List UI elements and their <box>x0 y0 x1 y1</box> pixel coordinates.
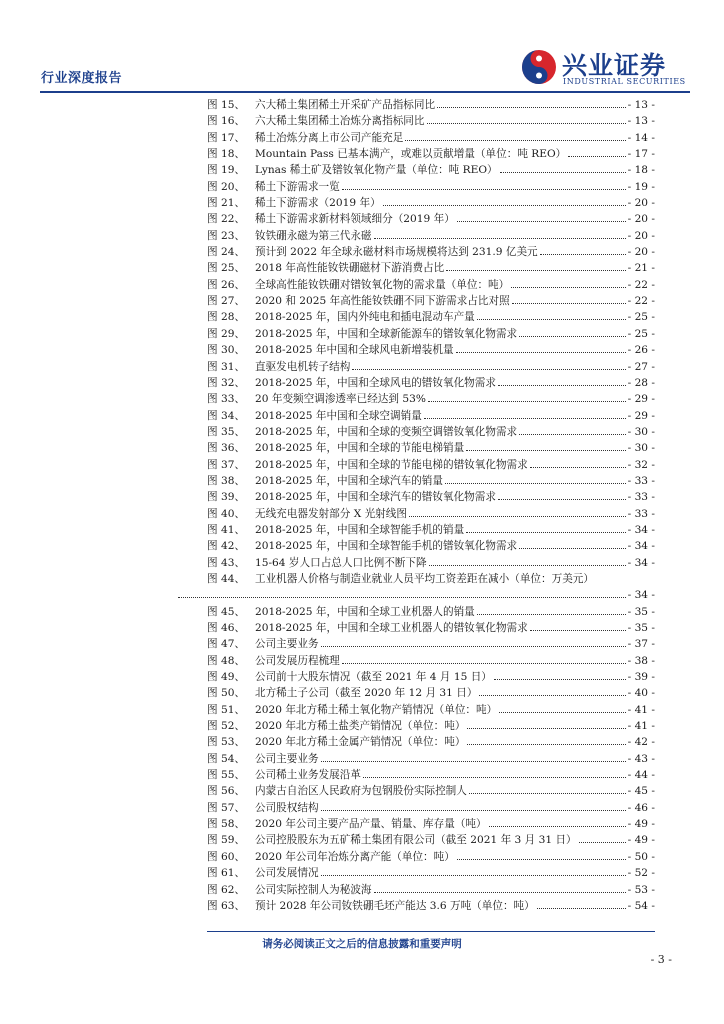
toc-entry-page: - 13 - <box>627 115 655 128</box>
toc-leader-dots <box>409 507 626 517</box>
toc-entry[interactable] <box>207 669 655 685</box>
toc-entry-title: 2018-2025 年，中国和全球汽车的销量 <box>255 474 443 487</box>
toc-entry-title: 无线充电器发射部分 X 光射线图 <box>255 507 407 520</box>
toc-entry-page: - 30 - <box>627 442 655 455</box>
toc-entry-title: 2018-2025 年，中国和全球智能手机的销量 <box>255 523 465 536</box>
toc-entry[interactable] <box>207 800 655 816</box>
toc-entry-title: 公司发展情况 <box>255 867 319 880</box>
toc-entry-title: 内蒙古自治区人民政府为包钢股份实际控制人 <box>255 785 467 798</box>
toc-entry[interactable] <box>207 97 655 113</box>
toc-leader-dots <box>456 343 626 353</box>
toc-leader-dots <box>467 735 625 745</box>
toc-entry[interactable] <box>207 113 655 129</box>
toc-leader-dots <box>519 327 625 337</box>
toc-entry-title: 2018-2025 年，中国和全球的节能电梯的镨钕氧化物需求 <box>255 458 528 471</box>
toc-entry-label: 图 52、 <box>207 720 246 733</box>
toc-entry-page: - 27 - <box>627 360 655 373</box>
toc-entry-title: 2018-2025 年，中国和全球的节能电梯销量 <box>255 442 465 455</box>
toc-entry[interactable] <box>207 506 655 522</box>
toc-entry-page: - 29 - <box>627 393 655 406</box>
toc-entry-label: 图 41、 <box>207 523 246 536</box>
disclaimer-text: 请务必阅读正文之后的信息披露和重要声明 <box>262 938 462 950</box>
toc-leader-dots <box>540 245 626 255</box>
toc-entry-page: - 34 - <box>627 556 655 569</box>
toc-entry[interactable] <box>207 130 655 146</box>
company-logo <box>518 44 694 90</box>
toc-leader-dots <box>477 310 626 320</box>
toc-entry-page: - 49 - <box>627 818 655 831</box>
toc-leader-dots <box>446 261 625 271</box>
toc-leader-dots <box>374 229 626 239</box>
toc-entry-title: 北方稀土子公司（截至 2020 年 12 月 31 日） <box>255 687 478 700</box>
toc-entry-label: 图 59、 <box>207 834 246 847</box>
toc-entry-title: 钕铁硼永磁为第三代永磁 <box>255 229 372 242</box>
toc-entry[interactable] <box>207 424 655 440</box>
toc-entry-page: - 42 - <box>627 736 655 749</box>
toc-entry-page: - 21 - <box>627 262 655 275</box>
toc-leader-dots <box>363 768 626 778</box>
toc-entry[interactable] <box>207 522 655 538</box>
toc-entry-label: 图 42、 <box>207 540 246 553</box>
toc-entry-title: 预计 2028 年公司钕铁硼毛坯产能达 3.6 万吨（单位：吨） <box>255 899 535 912</box>
toc-entry[interactable] <box>207 244 655 260</box>
toc-entry[interactable] <box>207 473 655 489</box>
toc-entry-page: - 34 - <box>627 589 655 602</box>
toc-entry[interactable] <box>207 260 655 276</box>
toc-entry-label: 图 53、 <box>207 736 246 749</box>
toc-entry-title: 公司主要业务 <box>255 638 319 651</box>
toc-entry-page: - 52 - <box>627 867 655 880</box>
toc-entry-label: 图 33、 <box>207 393 246 406</box>
toc-entry-page: - 33 - <box>627 491 655 504</box>
toc-entry-label: 图 44、 <box>207 572 246 585</box>
toc-entry-label: 图 43、 <box>207 556 246 569</box>
toc-entry[interactable] <box>207 211 655 227</box>
toc-entry-page: - 20 - <box>627 213 655 226</box>
toc-entry[interactable] <box>207 326 655 342</box>
toc-entry-page: - 38 - <box>627 654 655 667</box>
toc-entry-title: 2018 年高性能钕铁硼磁材下游消费占比 <box>255 262 445 275</box>
toc-entry[interactable] <box>207 293 655 309</box>
toc-entry[interactable] <box>207 195 655 211</box>
toc-leader-dots <box>427 114 626 124</box>
toc-entry-label: 图 28、 <box>207 311 246 324</box>
toc-entry[interactable] <box>207 359 655 375</box>
toc-leader-dots <box>568 147 625 157</box>
toc-entry-label: 图 62、 <box>207 883 246 896</box>
toc-entry-label: 图 17、 <box>207 131 246 144</box>
toc-entry[interactable] <box>207 571 655 587</box>
toc-entry-label: 图 35、 <box>207 425 246 438</box>
toc-entry-label: 图 45、 <box>207 605 246 618</box>
toc-entry-title: 2018-2025 年，中国和全球汽车的镨钕氧化物需求 <box>255 491 496 504</box>
toc-entry-label: 图 58、 <box>207 818 246 831</box>
toc-entry[interactable] <box>207 538 655 554</box>
toc-entry-page: - 37 - <box>627 638 655 651</box>
toc-entry-label: 图 63、 <box>207 899 246 912</box>
toc-entry-label: 图 40、 <box>207 507 246 520</box>
toc-entry-title: 2018-2025 年，中国和全球的变频空调镨钕氧化物需求 <box>255 425 518 438</box>
toc-entry-page: - 29 - <box>627 409 655 422</box>
toc-entry-page: - 39 - <box>627 671 655 684</box>
page-number: - 3 - <box>650 953 672 966</box>
toc-leader-dots <box>519 539 625 549</box>
toc-entry-page: - 41 - <box>627 703 655 716</box>
toc-entry[interactable] <box>207 228 655 244</box>
toc-leader-dots <box>321 866 626 876</box>
toc-entry-page: - 53 - <box>627 883 655 896</box>
toc-entry-label: 图 19、 <box>207 164 246 177</box>
toc-leader-dots <box>530 621 626 631</box>
toc-entry-title: Lynas 稀土矿及镨钕氧化物产量（单位：吨 REO） <box>255 164 498 177</box>
toc-entry[interactable] <box>207 555 655 571</box>
toc-leader-dots <box>466 441 625 451</box>
toc-entry-label: 图 20、 <box>207 180 246 193</box>
toc-entry[interactable] <box>207 783 655 799</box>
toc-entry-page: - 22 - <box>627 295 655 308</box>
toc-entry[interactable] <box>207 751 655 767</box>
toc-leader-dots <box>374 883 626 893</box>
toc-entry-label: 图 26、 <box>207 278 246 291</box>
toc-entry-title: 2020 年北方稀土盐类产销情况（单位：吨） <box>255 720 466 733</box>
toc-entry-page: - 18 - <box>627 164 655 177</box>
toc-entry-label: 图 60、 <box>207 850 246 863</box>
toc-entry[interactable] <box>207 162 655 178</box>
toc-entry-page: - 40 - <box>627 687 655 700</box>
toc-entry-page: - 20 - <box>627 246 655 259</box>
toc-leader-dots <box>537 899 626 909</box>
toc-entry-page: - 14 - <box>627 131 655 144</box>
toc-entry-page: - 19 - <box>627 180 655 193</box>
toc-entry-title: 公司实际控制人为秘波海 <box>255 883 372 896</box>
toc-leader-dots <box>519 425 625 435</box>
toc-leader-dots <box>178 588 626 598</box>
toc-leader-dots <box>477 605 626 615</box>
toc-entry[interactable] <box>207 832 655 848</box>
toc-entry[interactable] <box>207 898 655 914</box>
toc-entry-page: - 30 - <box>627 425 655 438</box>
toc-entry[interactable] <box>207 146 655 162</box>
toc-entry-title: Mountain Pass 已基本满产，或难以贡献增量（单位：吨 REO） <box>255 148 567 161</box>
toc-leader-dots <box>530 458 626 468</box>
toc-entry-title: 15-64 岁人口占总人口比例不断下降 <box>255 556 427 569</box>
toc-entry-page: - 35 - <box>627 622 655 634</box>
toc-leader-dots <box>512 294 626 304</box>
toc-entry[interactable] <box>207 816 655 832</box>
toc-leader-dots <box>500 163 626 173</box>
toc-entry-label: 图 30、 <box>207 344 246 357</box>
toc-entry-page: - 50 - <box>627 850 655 863</box>
toc-entry-continuation[interactable] <box>176 587 655 603</box>
toc-leader-dots <box>383 196 626 206</box>
toc-entry-title: 2018-2025 年中国和全球空调销量 <box>255 409 422 422</box>
toc-entry-title: 公司前十大股东情况（截至 2021 年 4 月 15 日） <box>255 671 492 684</box>
toc-entry[interactable] <box>207 604 655 620</box>
toc-leader-dots <box>498 490 626 500</box>
toc-entry[interactable] <box>207 849 655 865</box>
toc-entry-label: 图 61、 <box>207 867 246 880</box>
toc-entry-label: 图 49、 <box>207 671 246 684</box>
toc-entry-label: 图 27、 <box>207 295 246 308</box>
toc-entry-page: - 45 - <box>627 785 655 798</box>
toc-entry-label: 图 31、 <box>207 360 246 373</box>
toc-entry-title: 直驱发电机转子结构 <box>255 360 351 373</box>
toc-entry[interactable] <box>207 718 655 734</box>
toc-entry[interactable] <box>207 767 655 783</box>
toc-entry-title: 公司主要业务 <box>255 752 319 765</box>
toc-entry-page: - 13 - <box>627 99 655 111</box>
toc-entry-page: - 46 - <box>627 801 655 814</box>
toc-leader-dots <box>352 360 625 370</box>
toc-entry-title: 稀土冶炼分离上市公司产能充足 <box>255 131 404 144</box>
toc-leader-dots <box>342 654 626 664</box>
toc-leader-dots <box>457 212 626 222</box>
toc-entry-page: - 41 - <box>627 720 655 733</box>
toc-entry-title: 2018-2025 年，中国和全球风电的镨钕氧化物需求 <box>255 376 496 389</box>
toc-entry-page: - 17 - <box>627 148 655 161</box>
toc-entry-page: - 54 - <box>627 899 655 912</box>
toc-leader-dots <box>494 670 626 680</box>
toc-entry-title: 2020 年北方稀土金属产销情况（单位：吨） <box>255 736 466 749</box>
toc-leader-dots <box>445 474 626 484</box>
toc-entry-label: 图 47、 <box>207 638 246 651</box>
toc-entry-page: - 22 - <box>627 278 655 291</box>
toc-leader-dots <box>457 850 626 860</box>
toc-entry-title: 2018-2025 年，中国和全球工业机器人的镨钕氧化物需求 <box>255 622 528 634</box>
toc-leader-dots <box>511 278 625 288</box>
toc-entry-page: - 32 - <box>627 458 655 471</box>
toc-entry-title: 公司股权结构 <box>255 801 319 814</box>
toc-entry-label: 图 57、 <box>207 801 246 814</box>
toc-leader-dots <box>428 392 626 402</box>
toc-leader-dots <box>405 131 625 141</box>
toc-entry-label: 图 46、 <box>207 622 246 634</box>
toc-entry-label: 图 56、 <box>207 785 246 798</box>
toc-entry-title: 2018-2025 年，中国和全球新能源车的镨钕氧化物需求 <box>255 327 518 340</box>
toc-entry-title: 2020 年公司主要产品产量、销量、库存量（吨） <box>255 818 487 831</box>
toc-entry-label: 图 48、 <box>207 654 246 667</box>
toc-entry-page: - 20 - <box>627 229 655 242</box>
toc-entry-title: 公司控股股东为五矿稀土集团有限公司（截至 2021 年 3 月 31 日） <box>255 834 577 847</box>
toc-entry-title: 六大稀土集团稀土冶炼分离指标同比 <box>255 115 425 128</box>
toc-entry-title: 2018-2025 年，国内外纯电和插电混动车产量 <box>255 311 475 324</box>
toc-entry[interactable] <box>207 734 655 750</box>
toc-entry-page: - 20 - <box>627 197 655 210</box>
toc-entry-page: - 43 - <box>627 752 655 765</box>
toc-entry-title: 2018-2025 年，中国和全球工业机器人的销量 <box>255 605 475 618</box>
toc-entry[interactable] <box>207 865 655 881</box>
toc-leader-dots <box>429 556 626 566</box>
toc-entry-page: - 49 - <box>627 834 655 847</box>
toc-entry-label: 图 39、 <box>207 491 246 504</box>
toc-entry[interactable] <box>207 440 655 456</box>
toc-entry[interactable] <box>207 882 655 898</box>
toc-entry-title: 20 年变频空调渗透率已经达到 53% <box>255 393 426 406</box>
toc-leader-dots <box>321 637 626 647</box>
toc-entry-page: - 33 - <box>627 507 655 520</box>
toc-entry-label: 图 18、 <box>207 148 246 161</box>
toc-entry[interactable] <box>207 702 655 718</box>
toc-entry-title: 2018-2025 年，中国和全球智能手机的镨钕氧化物需求 <box>255 540 518 553</box>
toc-leader-dots <box>499 703 625 713</box>
header-divider <box>40 91 690 93</box>
toc-leader-dots <box>321 752 626 762</box>
toc-entry-label: 图 22、 <box>207 213 246 226</box>
toc-entry[interactable] <box>207 636 655 652</box>
toc-leader-dots <box>498 376 626 386</box>
toc-entry-label: 图 32、 <box>207 376 246 389</box>
toc-entry-label: 图 37、 <box>207 458 246 471</box>
toc-entry[interactable] <box>207 457 655 473</box>
toc-entry-page: - 25 - <box>627 311 655 324</box>
toc-entry[interactable] <box>207 309 655 325</box>
toc-entry-page: - 44 - <box>627 769 655 782</box>
toc-entry-title: 公司稀土业务发展沿革 <box>255 769 361 782</box>
toc-entry-label: 图 50、 <box>207 687 246 700</box>
toc-entry[interactable] <box>207 653 655 669</box>
toc-entry-label: 图 54、 <box>207 752 246 765</box>
toc-entry-label: 图 38、 <box>207 474 246 487</box>
toc-entry-label: 图 15、 <box>207 99 246 111</box>
toc-entry[interactable] <box>207 685 655 701</box>
toc-entry-label: 图 34、 <box>207 409 246 422</box>
toc-entry-label: 图 51、 <box>207 703 246 716</box>
toc-entry[interactable] <box>207 277 655 293</box>
toc-entry[interactable] <box>207 179 655 195</box>
figure-table-of-contents <box>207 97 655 914</box>
toc-entry-page: - 25 - <box>627 327 655 340</box>
logo-english-text: INDUSTRIAL SECURITIES <box>563 77 686 86</box>
toc-entry-title: 工业机器人价格与制造业就业人员平均工资差距在减小（单位：万美元） <box>255 572 594 585</box>
toc-entry[interactable] <box>207 620 655 636</box>
toc-entry-label: 图 25、 <box>207 262 246 275</box>
toc-entry-label: 图 23、 <box>207 229 246 242</box>
footer-divider <box>207 931 655 932</box>
toc-entry-title: 公司发展历程梳理 <box>255 654 340 667</box>
toc-leader-dots <box>342 180 626 190</box>
toc-entry-title: 六大稀土集团稀土开采矿产品指标同比 <box>255 99 436 111</box>
toc-leader-dots <box>579 833 626 843</box>
toc-entry-page: - 28 - <box>627 376 655 389</box>
toc-entry-label: 图 36、 <box>207 442 246 455</box>
toc-entry[interactable] <box>207 408 655 424</box>
toc-entry-page: - 33 - <box>627 474 655 487</box>
toc-entry-label: 图 21、 <box>207 197 246 210</box>
toc-entry[interactable] <box>207 391 655 407</box>
toc-leader-dots <box>437 98 626 108</box>
toc-entry[interactable] <box>207 375 655 391</box>
toc-entry-title: 预计到 2022 年全球永磁材料市场规模将达到 231.9 亿美元 <box>255 246 538 259</box>
toc-entry-page: - 26 - <box>627 344 655 357</box>
toc-leader-dots <box>466 523 625 533</box>
toc-entry-page: - 35 - <box>627 605 655 618</box>
toc-entry-title: 2020 年北方稀土稀土氧化物产销情况（单位：吨） <box>255 703 498 716</box>
toc-entry-title: 2018-2025 年中国和全球风电新增装机量 <box>255 344 454 357</box>
toc-entry-title: 全球高性能钕铁硼对镨钕氧化物的需求量（单位：吨） <box>255 278 510 291</box>
toc-entry-label: 图 16、 <box>207 115 246 128</box>
toc-entry-label: 图 24、 <box>207 246 246 259</box>
toc-entry-title: 2020 和 2025 年高性能钕铁硼不同下游需求占比对照 <box>255 295 510 308</box>
report-type-label: 行业深度报告 <box>41 71 123 86</box>
toc-leader-dots <box>467 719 625 729</box>
toc-entry-label: 图 29、 <box>207 327 246 340</box>
toc-entry-title: 2020 年公司年冶炼分离产能（单位：吨） <box>255 850 455 863</box>
toc-leader-dots <box>469 784 626 794</box>
toc-entry-page: - 34 - <box>627 540 655 553</box>
toc-leader-dots <box>489 817 626 827</box>
toc-leader-dots <box>321 801 626 811</box>
logo-mark-icon <box>520 48 558 86</box>
logo-chinese-text: 兴业证券 <box>562 51 667 80</box>
toc-leader-dots <box>424 409 626 419</box>
toc-entry[interactable] <box>207 342 655 358</box>
toc-entry-page: - 34 - <box>627 523 655 536</box>
toc-entry-title: 稀土下游需求一览 <box>255 180 340 193</box>
toc-entry-label: 图 55、 <box>207 769 246 782</box>
toc-entry-title: 稀土下游需求新材料领域细分（2019 年） <box>255 213 455 226</box>
toc-leader-dots <box>479 686 625 696</box>
toc-entry-title: 稀土下游需求（2019 年） <box>255 197 381 210</box>
toc-entry[interactable] <box>207 489 655 505</box>
